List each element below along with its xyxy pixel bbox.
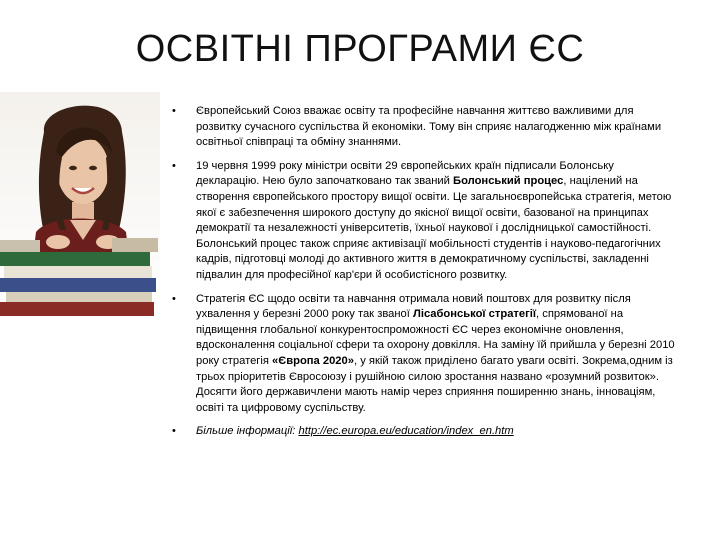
bullet-glyph: • — [172, 292, 176, 305]
student-with-books-photo — [0, 92, 160, 320]
more-info-label: Більше інформації: — [196, 425, 299, 438]
bullet-item — [170, 292, 680, 417]
bullet-text: Європейський Союз вважає освіту та професійне навчання життєво важливими для розвитку сучасного суспільства й економіки. Тому він сприяє налагодженню між країнами освітньої співпраці та обміну знаннями. — [196, 105, 662, 149]
bold-term: Лісабонської стратегії — [412, 308, 537, 321]
bullet-glyph: • — [172, 105, 176, 117]
bullet-glyph: • — [172, 159, 176, 172]
bullet-text: , у якій також приділено багато уваги освіті. Зокрема,одним із трьох пріоритетів Євросоюзу і рушійною силою зростання названо «розумний розвиток». Досягти його державичлени мають намір через сприяння поширенню знань, інноваціям, освіті та цифровому суспільству. — [196, 354, 673, 414]
bullet-text: , націлений на створення європейського простору вищої освіти. Це загальноєвропейська стратегія, метою якої є забезпечення широкого доступу до якісної вищої освіти, базованої на принципах демократії та незалежності університетів, їхньої наукової і дослідницької самостійності. Болонський процес також сприяє активізації мобільності студентів і науково-педагогічних кадрів, підготовці молоді до активного життя в демократичному суспільстві, закладенні підвалин для професійної кар'єри й особистісного розвитку. — [196, 175, 672, 281]
bullet-item — [170, 104, 680, 151]
slide-title: ОСВІТНІ ПРОГРАМИ ЄС — [135, 28, 585, 70]
bullet-text: Стратегія ЄС щодо освіти та навчання отримала новий поштовх для розвитку після ухвалення у березні 2000 року так званої — [196, 292, 631, 321]
bullet-text: 19 червня 1999 року міністри освіти 29 європейських країн підписали Болонську декларацію. Нею було започатковано так званий — [196, 159, 614, 188]
bullet-glyph: • — [172, 425, 176, 438]
bullet-text: , спрямованої на підвищення глобальної конкурентоспроможності ЄС через економічне оновлення, вдосконалення соціальної сфери та охорону довкілля. На заміну їй прийшла у березні 2010 року стратегія — [196, 308, 675, 367]
bold-term: «Європа 2020» — [272, 354, 354, 367]
bold-term: Болонський процес — [453, 175, 564, 188]
bullet-item — [170, 159, 680, 284]
bullet-item — [170, 424, 680, 440]
bullet-list — [170, 104, 680, 448]
more-info-link[interactable]: http://ec.europa.eu/education/index_en.htm — [298, 425, 514, 438]
